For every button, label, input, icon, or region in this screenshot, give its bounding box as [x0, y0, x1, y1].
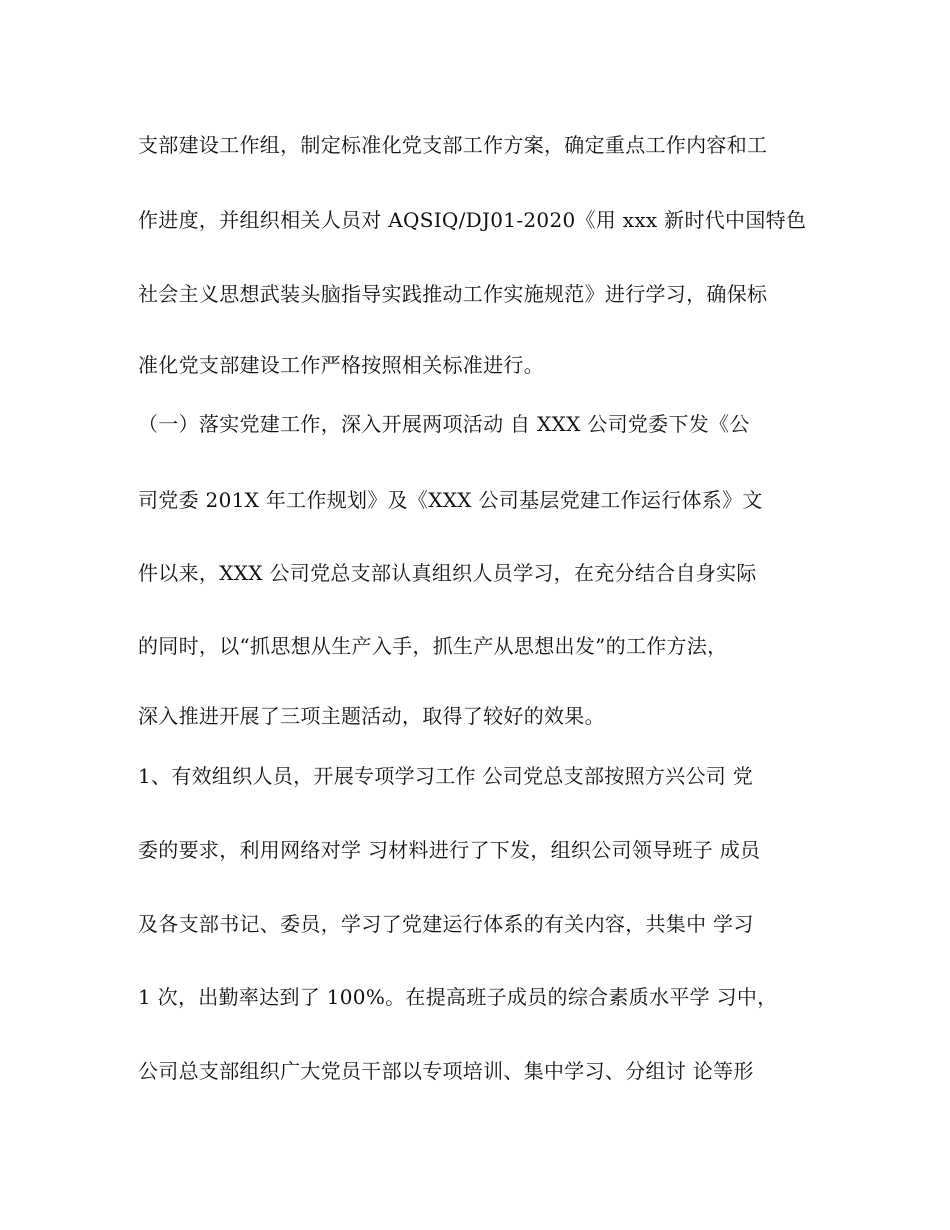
text-line: 及各支部书记、委员，学习了党建运行体系的有关内容，共集中 学习 [138, 912, 754, 936]
text-line: 司党委 201X 年工作规划》及《XXX 公司基层党建工作运行体系》文 [138, 488, 763, 512]
text-line: 支部建设工作组，制定标准化党支部工作方案，确定重点工作内容和工 [138, 133, 768, 157]
text-line: 准化党支部建设工作严格按照相关标准进行。 [138, 353, 544, 377]
text-line: 作进度，并组织相关人员对 AQSIQ/DJ01-2020《用 xxx 新时代中国特色 [138, 208, 807, 232]
text-line: 公司总支部组织广大党员干部以专项培训、集中学习、分组讨 论等形 [138, 1059, 754, 1083]
text-line: 件以来，XXX 公司党总支部认真组织人员学习，在充分结合自身实际 [138, 561, 757, 585]
text-line: 深入推进开展了三项主题活动，取得了较好的效果。 [138, 704, 605, 728]
text-line: 社会主义思想武装头脑指导实践推动工作实施规范》进行学习，确保标 [138, 282, 768, 306]
text-line: 的同时，以“抓思想从生产入手，抓生产从思想出发”的工作方法， [138, 634, 728, 658]
text-line: 1、有效组织人员，开展专项学习工作 公司党总支部按照方兴公司 党 [138, 764, 754, 788]
text-line: （一）落实党建工作，深入开展两项活动 自 XXX 公司党委下发《公 [138, 412, 750, 436]
text-line: 委的要求，利用网络对学 习材料进行了下发，组织公司领导班子 成员 [138, 838, 761, 862]
text-line: 1 次，出勤率达到了 100%。在提高班子成员的综合素质水平学 习中， [138, 985, 778, 1009]
